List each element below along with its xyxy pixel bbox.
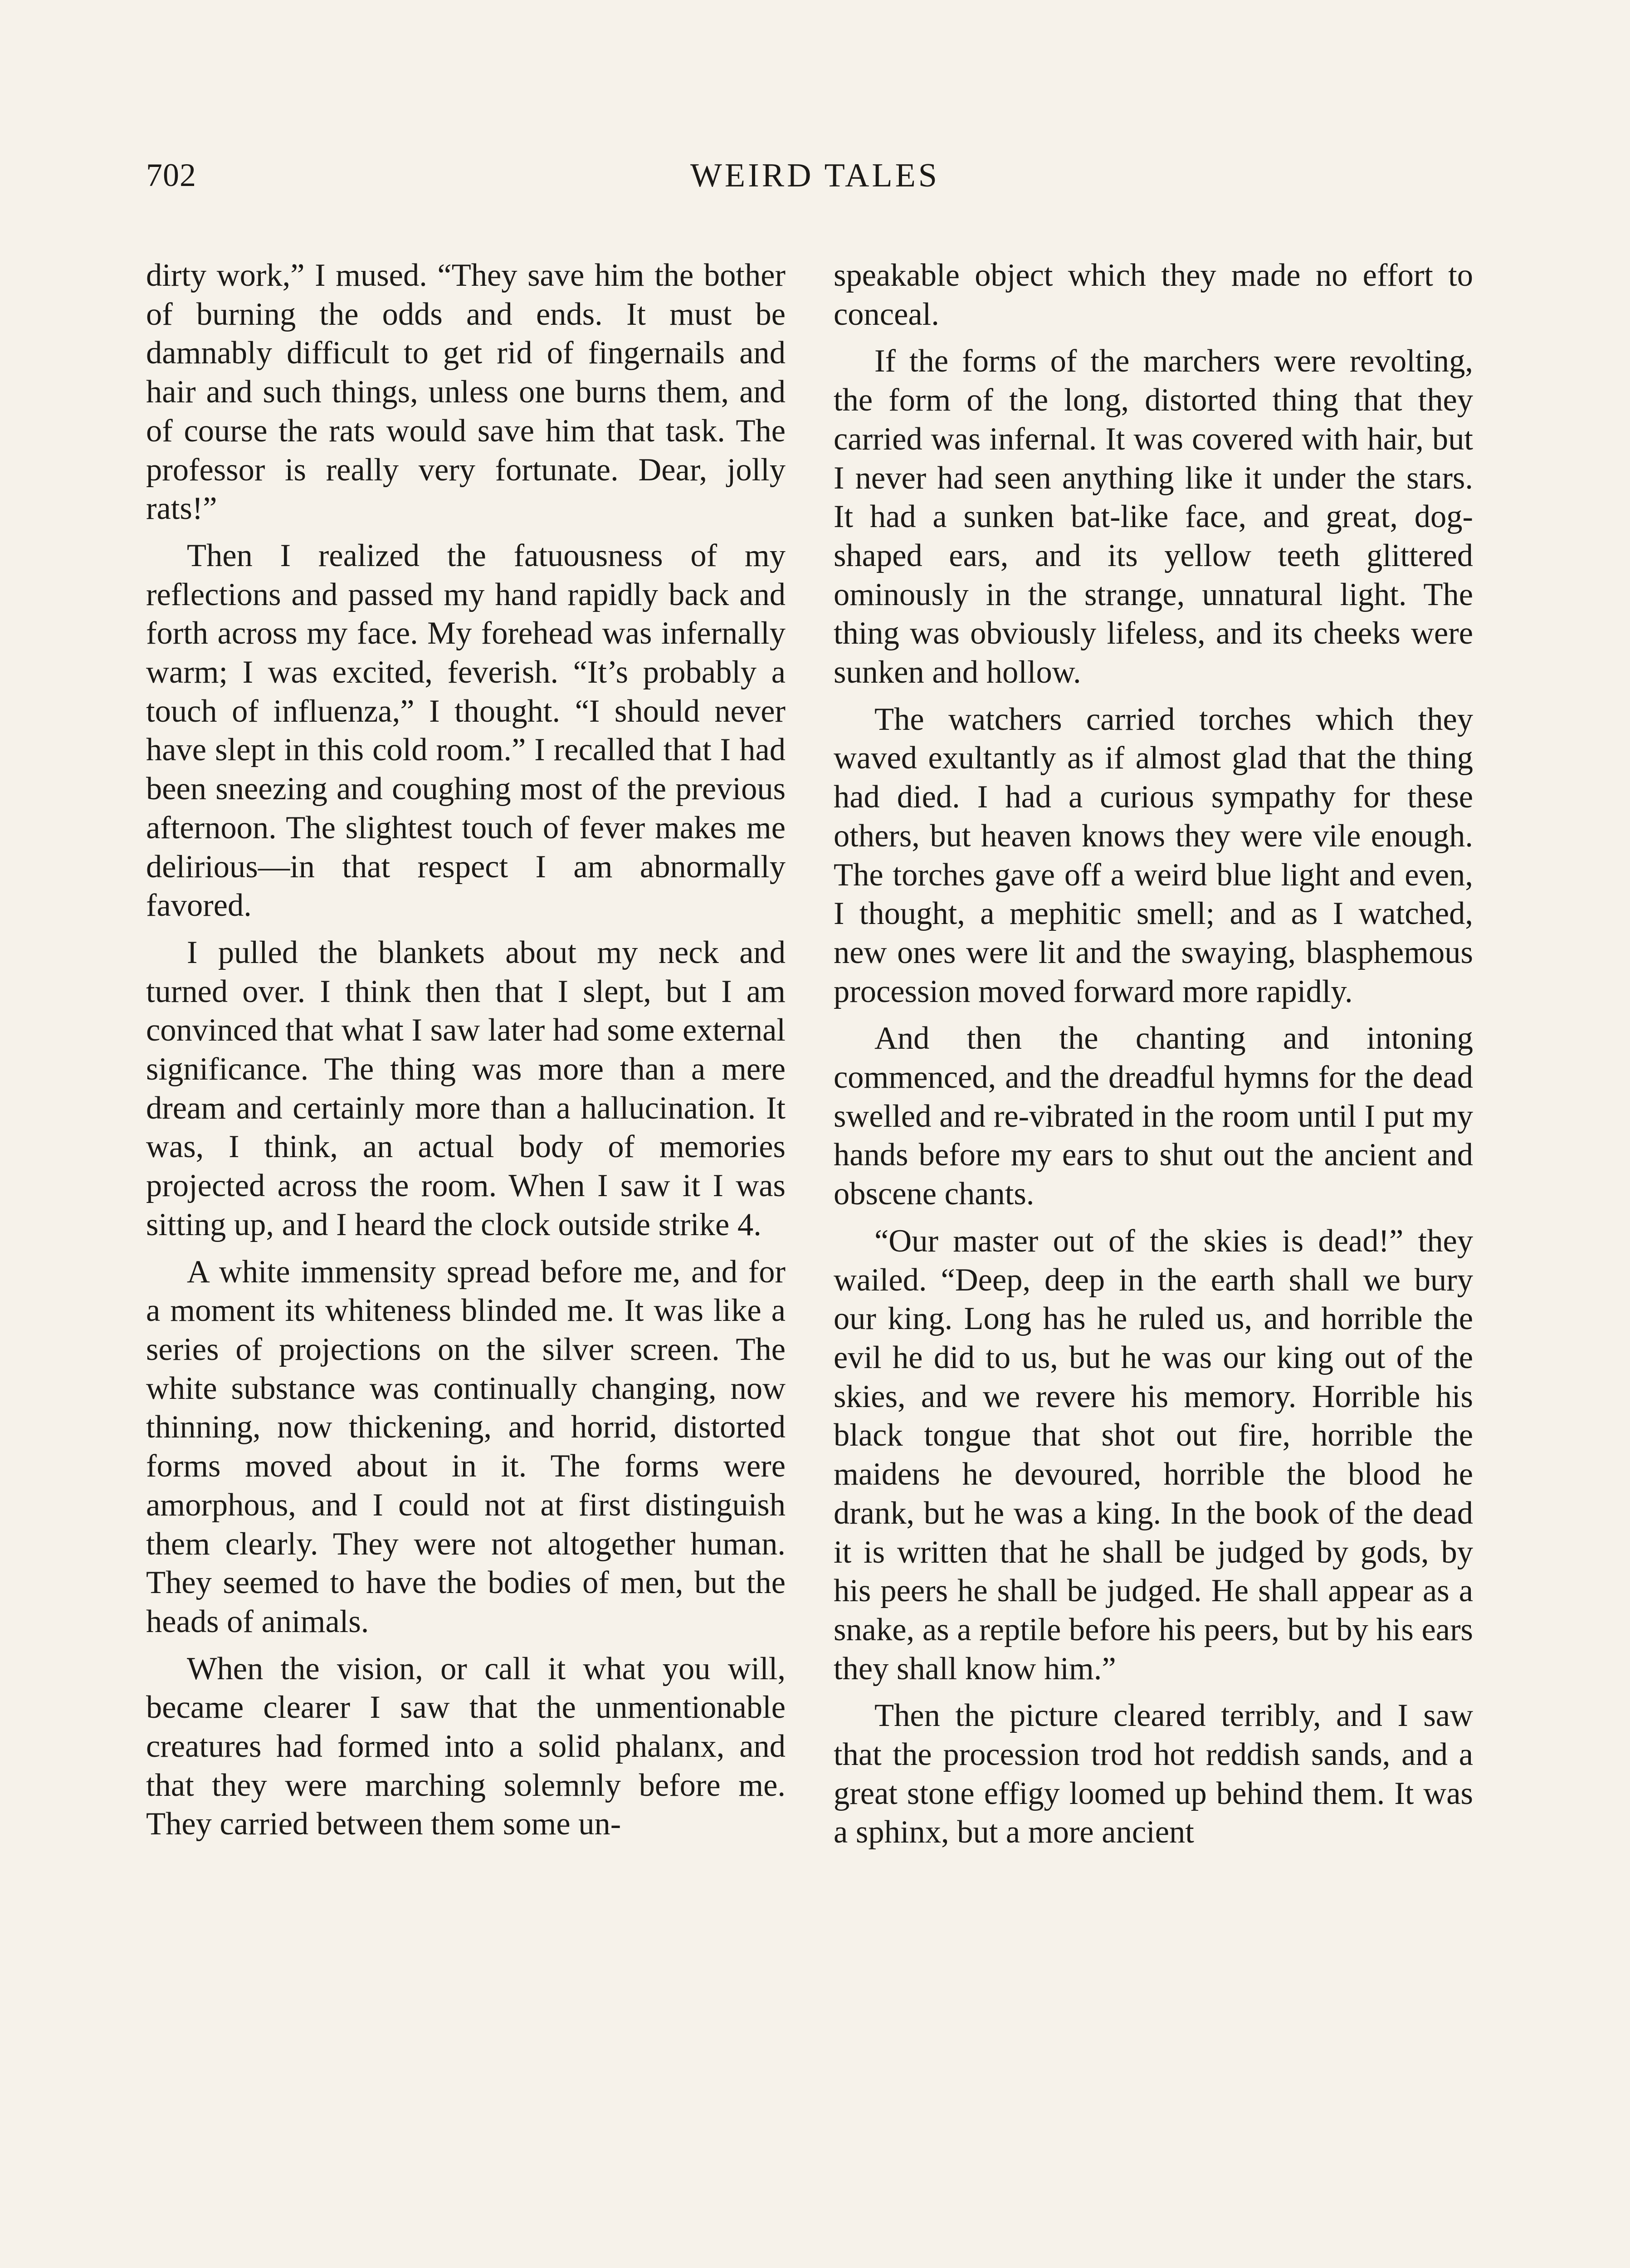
page-number: 702: [146, 157, 196, 193]
paragraph: The watchers carried torches which they waved exultantly as if almost glad that the thing had died. I had a curious sympathy for these others, but heaven knows they were vile enough. The torches gave off a weird blue light and even, I thought, a mephitic smell; and as I watched, new ones were lit and the swaying, blasphemous procession moved forward more rapidly.: [834, 701, 1473, 1009]
paragraph: Then the picture cleared terribly, and I saw that the procession trod hot reddish sands, and a great stone effigy loomed up behind them. It was a sphinx, but a more ancient: [834, 1698, 1473, 1850]
paragraph: When the vision, or call it what you will, became clearer I saw that the unmentionable creatures had formed into a solid phalanx, and that they were marching solemnly before me. They carried between them some un-: [146, 1651, 786, 1842]
paragraph: I pulled the blankets about my neck and turned over. I think then that I slept, but I am convinced that what I saw later had some external significance. The thing was more than a mere dream and certainly more than a hallucination. It was, I think, an actual body of memories projected across the room. When I saw it I was sitting up, and I heard the clock outside strike 4.: [146, 934, 786, 1242]
paragraph: If the forms of the marchers were revolting, the form of the long, distorted thing that they carried was infernal. It was covered with hair, but I never had seen anything like it under the stars. It had a sunken bat-like face, and great, dog-shaped ears, and its yellow teeth glittered ominously in the strange, unnatural light. The thing was obviously lifeless, and its cheeks were sunken and hollow.: [834, 343, 1473, 690]
paragraph: speakable object which they made no effort to conceal.: [834, 258, 1473, 332]
paragraph: dirty work,” I mused. “They save him the bother of burning the odds and ends. It must be damnably difficult to get rid of fingernails and hair and such things, unless one burns them, and of course the rats would save him that task. The professor is really very fortunate. Dear, jolly rats!”: [146, 258, 786, 527]
right-column: [834, 256, 1473, 1860]
paragraph: Then I realized the fatuousness of my reflections and passed my hand rapidly back and forth across my face. My forehead was infernally warm; I was excited, feverish. “It’s probably a touch of influenza,” I thought. “I should never have slept in this cold room.” I recalled that I had been sneezing and coughing most of the previous afternoon. The slightest touch of fever makes me delirious—in that respect I am abnormally favored.: [146, 538, 786, 924]
left-column: [146, 256, 786, 1852]
page-header: [146, 156, 1484, 211]
paragraph: A white immensity spread before me, and for a moment its whiteness blinded me. It was like a series of projections on the silver screen. The white substance was continually changing, now thinning, now thickening, and horrid, distorted forms moved about in it. The forms were amorphous, and I could not at first distinguish them clearly. They were not altogether human. They seemed to have the bodies of men, but the heads of animals.: [146, 1254, 786, 1639]
running-title: WEIRD TALES: [690, 157, 940, 194]
paragraph: “Our master out of the skies is dead!” they wailed. “Deep, deep in the earth shall we bury our king. Long has he ruled us, and horrible the evil he did to us, but he was our king out of the skies, and we revere his memory. Horrible his black tongue that shot out fire, horrible the maidens he devoured, horrible the blood he drank, but he was a king. In the book of the dead it is written that he shall be judged by gods, by his peers he shall be judged. He shall appear as a snake, as a reptile before his peers, but by his ears they shall know him.”: [834, 1223, 1473, 1686]
paragraph: And then the chanting and intoning commenced, and the dreadful hymns for the dead swelled and re-vibrated in the room until I put my hands before my ears to shut out the ancient and obscene chants.: [834, 1021, 1473, 1212]
